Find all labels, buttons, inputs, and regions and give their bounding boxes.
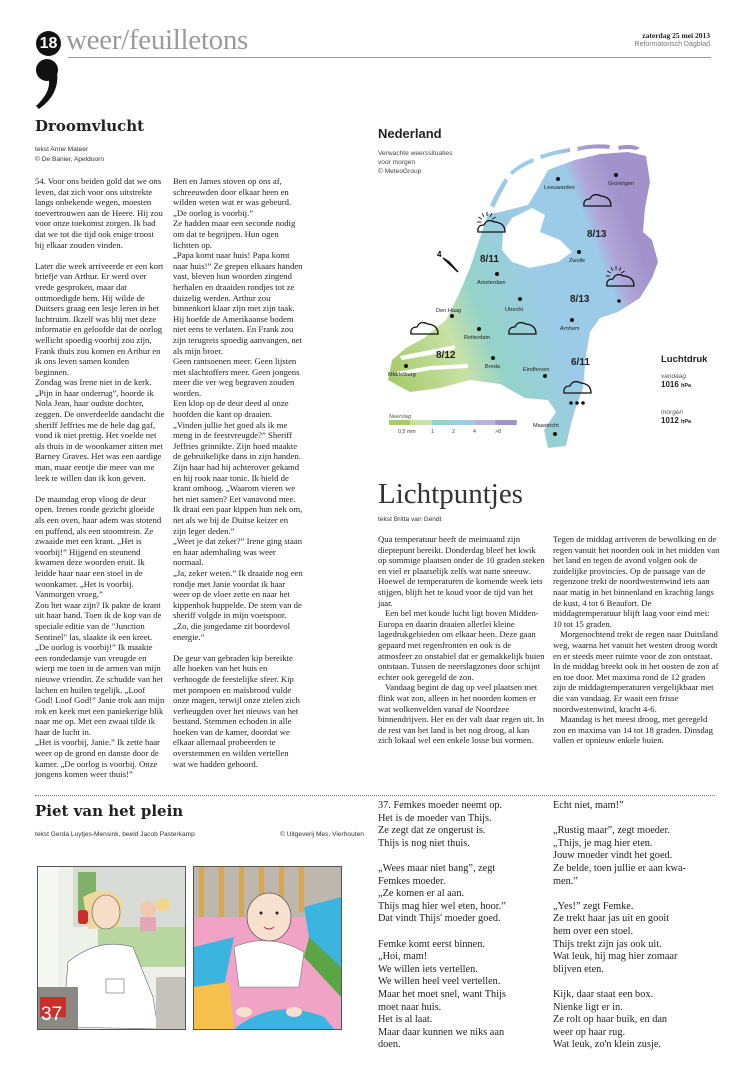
text-line: Thijs is nog niet thuis. (378, 837, 470, 849)
city-label: Eindhoven (523, 367, 550, 373)
baby-in-playpen-illustration (194, 867, 341, 1029)
legend-swatch (496, 420, 517, 425)
text-section (173, 653, 303, 770)
text-line: Het is de moeder van Thijs. (378, 812, 492, 824)
city-label: Arnhem (560, 326, 580, 332)
paragraph: Qua temperatuur heeft de meimaand zijn dieptepunt bereikt. Donderdag bleef het kwik op sommige plaatsen onder de 10 graden steken en viel er plaatselijk zelfs wat natte sneeuw. Hoewel de temperaturen de komende week iets stijgen, blijft het te koud voor de tijd van het jaar. (378, 534, 545, 608)
city-dot (518, 297, 522, 301)
city-label: Leeuwarden (544, 185, 575, 191)
text-line: doen. (378, 1039, 401, 1051)
wind-arrow-icon (437, 250, 458, 272)
precipitation-legend (389, 414, 517, 435)
city-label: Zwolle (569, 258, 586, 264)
legend-swatch (432, 420, 453, 425)
text-line: hem over een stoel. (553, 925, 634, 937)
subtitle-line: Verwachte weerssituaties (378, 150, 453, 157)
text-line: Kijk, daar staat een box. (553, 988, 654, 1000)
city-dot (477, 327, 481, 331)
paragraph: Een bel met koude lucht ligt boven Midden-Europa en daarin draaien allerlei kleine lagedrukgebieden om elkaar heen. Deze gaan gepaard met regenfronten en ook is de atmosfeer zo onstabiel dat er gemakkelijk buien ontstaan. Tussen de neerslagzones door schijnt echter ook geregeld de zon. (378, 608, 545, 682)
text-line: moet naar huis. (378, 1001, 442, 1013)
stanza (553, 989, 723, 1052)
wind-force-label: 4 (437, 250, 442, 259)
paragraph: „Papa komt naar huis! Papa komt naar huis!” Ze grepen elkaars handen vast, bleven hun woorden zingend herhalen en draaiden rondjes tot ze duizelig werden. Arthur zou binnenkort klaar zijn met zijn taak. Hij hoefde de Amerikaanse bodem niet eens te verlaten. En Frank zou zijn terugreis spoedig aanvangen, net als mijn broer. (173, 250, 303, 356)
panel-number: 37 (41, 1004, 63, 1025)
mainland (388, 152, 658, 448)
city-dot (404, 364, 408, 368)
text-line: „Ze komen er al aan. (378, 888, 465, 900)
paragraph: Vandaag begint de dag op veel plaatsen met flink wat zon, alleen in het noorden komen er wat wolkenvelden vanaf de Noordzee binnendrijven. Her en der valt daar regen uit. In de rest van het land is het nog droog, al kan zich lokaal wel een enkele losse bui vormen. Tegen de middag arriveren de bewolking en de regen vanuit het noorden ook in het midden van het land en tegen de avond volgen ook de zuidelijke provincies. Op de passage van de regenzone trekt de noordwestenwind iets aan naar matig in het binnenland en krachtig langs de kust, 4 tot 6 Beaufort. De middagtemperatuur blijft laag voor eind mei: 10 tot 15 graden. (378, 534, 720, 746)
city-label: Amsterdam (477, 280, 506, 286)
droomvlucht-article (35, 117, 303, 780)
author: tekst Anne Mateer (35, 146, 89, 153)
text-line: Dat vindt Thijs' moeder goed. (378, 913, 501, 925)
paragraph: Morgenochtend trekt de regen naar Duitsland weg, waarna het vanuit het westen droog wordt en er steeds meer ruimte voor de zon ontstaat. In de middag breekt ook in het oosten de zon af en toe door. Met maxima rond de 12 graden zijn de middagtemperaturen vergelijkbaar met die van vandaag. Er waait een frisse noordwestenwind, kracht 4-6. (553, 629, 719, 714)
text-line: Maar daar kunnen we niks aan (378, 1026, 505, 1038)
city-label: Breda (485, 364, 500, 370)
temperature-label: 8/11 (480, 254, 499, 265)
temperature-label: 8/12 (436, 350, 456, 361)
paragraph: 54. Voor ons beiden gold dat we ons leven, dat zich voor ons uitstrekte langs onbekende wegen, moesten toevertrouwen aan de Heere. Hij zou voor onze toekomst zorgen. Ik bad dat we tot die tijd ook enige troost bij elkaar zouden vinden. (35, 176, 163, 250)
legend-swatch (410, 420, 431, 425)
stanza (378, 939, 548, 1052)
legend-swatch (474, 420, 495, 425)
text-line: Maar het moet snel, want Thijs (378, 988, 506, 1000)
text-line: „Rustig maar”, zegt moeder. (553, 825, 670, 837)
city-label: Middelburg (388, 372, 416, 378)
text-line: We willen iets vertellen. (378, 963, 478, 975)
paragraph: De maandag erop vloog de deur open. Irenes ronde gezicht gloeide als een oven, haar adem was stotend en puffend, als een stoomtrein. Ze zwaaide met een krant. „Het is voorbij!” Hijgend en steunend kwamen deze woorden eruit. Ik leidde haar naar een stoel in de woonkamer. „Het is voorbij. Vanmorgen vroeg.” (35, 493, 162, 600)
illustration-mother-phone (37, 866, 186, 1030)
lichtpuntjes-credit: tekst Britta van Gendt (378, 516, 442, 523)
text-section (35, 176, 165, 250)
text-line: blijven eten. (553, 963, 604, 975)
paragraph: Een klop op de deur deed al onze hoofden die kant op draaien. „Vinden jullie het goed als ik me meng in de feestvreugde?” Sheriff Jeffries grinnikte. Zijn hoed maakte de gebruikelijke dans in zijn handen. Zijn haar had hij achterover gekamd en hij rook naar tonic. Ik hield de krant omhoog. „Waarom vieren we het niet samen? Eet vanavond mee. Ik draai een paar kippen hun nek om, net als we bij de Duitse keizer en zijn leger deden.” (173, 398, 303, 536)
text-section (35, 261, 165, 483)
temperature-label: 6/11 (571, 357, 590, 368)
section-divider (35, 795, 715, 796)
text-line: Ze belde, toen jullie er aan kwa- (553, 862, 686, 874)
legend-label: 2 (452, 429, 455, 435)
section-title: weer/feuilletons (66, 24, 249, 56)
text-line: Thijs mag hier wel eten, hoor.” (378, 900, 506, 912)
city-label: Rotterdam (464, 335, 491, 341)
copyright: © De Banier, Apeldoorn (35, 155, 105, 163)
lichtpuntjes-body (378, 534, 720, 746)
issue-date: zaterdag 25 mei 2013 (642, 31, 710, 40)
text-line: We willen heel veel vertellen. (378, 976, 501, 988)
subtitle-line: © MeteoGroup (378, 168, 422, 175)
city-label: Groningen (608, 181, 635, 187)
legend-swatch (389, 420, 410, 425)
stanza (553, 825, 723, 888)
text-line: Ze zegt dat ze ongerust is. (378, 825, 486, 837)
pressure-box (661, 354, 721, 425)
city-label: Den Haag (436, 308, 462, 314)
text-line: Ze trekt haar jas uit en gooit (553, 913, 670, 925)
paragraph: „Weet je dat zeker?” Irene ging staan en haar ademhaling was weer normaal. (173, 536, 303, 568)
text-line: „Hoi, mam! (378, 951, 428, 963)
text-line: Nienke ligt er in. (553, 1001, 623, 1013)
newspaper-name: Reformatorisch Dagblad (634, 41, 710, 48)
paragraph: Zou het waar zijn? Ik pakte de krant uit haar hand. Toen ik de kop van de speciale editie van de "Junction Sentinel" las, slaakte ik een kreet. „De oorlog is voorbij!” Ik maakte een rondedansje van vreugde en wierp me toen in de armen van mijn nieuwe vriendin. Ze schudde van het lachen en huilen tegelijk. „Loof God! Loof God!” Janie trok aan mijn rok en keek met een paniekerige blik naar me op. Met een zwaai tilde ik haar de lucht in. (35, 599, 165, 737)
text-line: Wat leuk, zo'n klein zusje. (553, 1039, 661, 1051)
paragraph: „Het is voorbij, Janie.” Ik zette haar weer op de grond en danste door de kamer. „De oorlog is voorbij. Onze jongens komen weer thuis!” (35, 737, 160, 780)
text-line: men.” (553, 875, 578, 887)
text-line: Femke komt eerst binnen. (378, 938, 485, 950)
city-dot (495, 272, 499, 276)
article-body (35, 176, 303, 780)
stanza (378, 863, 548, 926)
comma-logo (28, 56, 68, 111)
weather-map (378, 126, 718, 466)
text-line: „Yes!” zegt Femke. (553, 900, 634, 912)
legend-label: 0,5 mm (398, 429, 416, 435)
pressure-today-value: 1016 (661, 380, 679, 389)
weather-title: Nederland (378, 126, 442, 141)
stanza (378, 800, 548, 850)
text-line: Echt niet, mam!” (553, 800, 624, 811)
city-label: Maastricht (533, 423, 559, 429)
piet-text-column-2 (553, 800, 723, 1064)
text-line: Wat leuk, hij mag hier zomaar (553, 951, 678, 963)
illustration-baby (193, 866, 342, 1030)
city-label: Utrecht (505, 307, 524, 313)
text-line: weer op haar rug. (553, 1026, 626, 1038)
city-dot (450, 314, 454, 318)
piet-credit: tekst Gerda Luytjes-Mensink, beeld Jacob Pasterkamp (35, 831, 195, 838)
legend-swatch (453, 420, 474, 425)
city-dot (491, 356, 495, 360)
paragraph: De geur van gebraden kip bereikte alle hoeken van het huis en verhoogde de feestelijke sfeer. Kip met pompoen en maïsbrood vulde onze magen, terwijl onze zielen zich verheugden over het nieuws van het bestand. Stemmen echoden in alle hoeken van de kamer, doordat we elkaar allemaal probeerden te overstemmen en wilden vertellen wat we hadden gehoord. (173, 652, 300, 769)
pressure-unit: hPa (681, 419, 692, 425)
subtitle-line: voor morgen (378, 159, 416, 166)
text-line: Ze rolt op haar buik, en dan (553, 1014, 668, 1026)
paragraph: Maandag is het meest droog, met geregeld zon en maxima van 14 tot 18 graden. Dinsdag vallen er opnieuw enkele buien. (553, 714, 713, 746)
paragraph: Ze hadden maar een seconde nodig om dat te begrijpen. Hun ogen lichtten op. (173, 218, 296, 250)
pressure-unit: hPa (681, 383, 692, 389)
temperature-label: 8/13 (570, 294, 590, 305)
paragraph: Later die week arriveerde er een kort briefje van Arthur. Er werd over vrede gesproken, maar dat ontmoedigde hem. Hij wilde de Duitsers graag een lesje leren in het luchtruim. Ikzelf was blij met deze informatie en geloofde dat de oorlog wellicht spoedig voorbij zou zijn, Frank thuis zou komen en Arthur en ik ons leven samen konden beginnen. (35, 260, 164, 377)
stanza (553, 800, 723, 813)
legend-title: Neerslag (389, 414, 412, 420)
pressure-today-label: vandaag (661, 373, 686, 380)
article-title: Droomvlucht (35, 117, 145, 135)
temperature-label: 8/13 (587, 229, 607, 240)
lichtpuntjes-title: Lichtpuntjes (378, 478, 523, 510)
text-line: „Wees maar niet bang”, zegt (378, 862, 496, 874)
city-dot (556, 177, 560, 181)
header-divider (68, 57, 711, 58)
city-dot (614, 173, 618, 177)
pressure-title: Luchtdruk (661, 354, 708, 365)
paragraph: Geen rantsoenen meer. Geen lijsten met slachtoffers meer. Geen jongens meer die ver weg begraven zouden worden. (173, 356, 300, 398)
text-line: „Thijs, je mag hier eten. (553, 837, 653, 849)
pressure-today (661, 380, 721, 389)
city-dot (543, 374, 547, 378)
legend-label: >8 (495, 429, 502, 435)
text-line: Thijs trekt zijn jas ook uit. (553, 938, 662, 950)
piet-text-column-1 (378, 800, 548, 1064)
text-line: Femkes moeder. (378, 875, 446, 887)
legend-label: 1 (431, 429, 434, 435)
page-number: 18 (36, 31, 61, 56)
text-line: Het is al laat. (378, 1014, 433, 1026)
text-line: 37. Femkes moeder neemt op. (378, 800, 503, 811)
pressure-tomorrow (661, 416, 721, 425)
text-line: Jouw moeder vindt het goed. (553, 850, 673, 862)
piet-title: Piet van het plein (35, 802, 184, 820)
legend-label: 4 (473, 429, 476, 435)
paragraph: Zondag was Irene niet in de kerk. „Pijn in haar onderrug”, hoorde ik Nola Jean, haar oudste dochter, zeggen. De onverdeelde aandacht die sheriff Jeffries me de hele dag gaf, vond ik niet prettig. Het voelde net als thuis in de woonkamer zitten met Barney Graves. Het was een aardige man, maar eentje die meer van me leek te willen dan ik kon geven. (35, 377, 165, 483)
city-dot (577, 250, 581, 254)
paragraph: „Ja, zeker weten.” Ik draaide nog een rondje met Janie voordat ik haar weer op de vloer zette en naar het kippenhok huppelde. De stem van de sheriff volgde in mijn voetspoor. „Zo, die jongedame zit boordevol energie.” (173, 567, 303, 642)
pressure-tomorrow-label: morgen (661, 409, 684, 416)
stanza (553, 901, 723, 977)
pressure-tomorrow-value: 1012 (661, 416, 679, 425)
city-dot (553, 432, 557, 436)
city-dot (570, 318, 574, 322)
paragraph: Ben en James stoven op ons af, schreeuwden door elkaar heen en wilden weten wat er was gebeurd. „De oorlog is voorbij.” (173, 176, 292, 218)
piet-copyright: © Uitgeverij Mes, Vierhouten (280, 831, 364, 838)
article-credit (35, 145, 303, 164)
